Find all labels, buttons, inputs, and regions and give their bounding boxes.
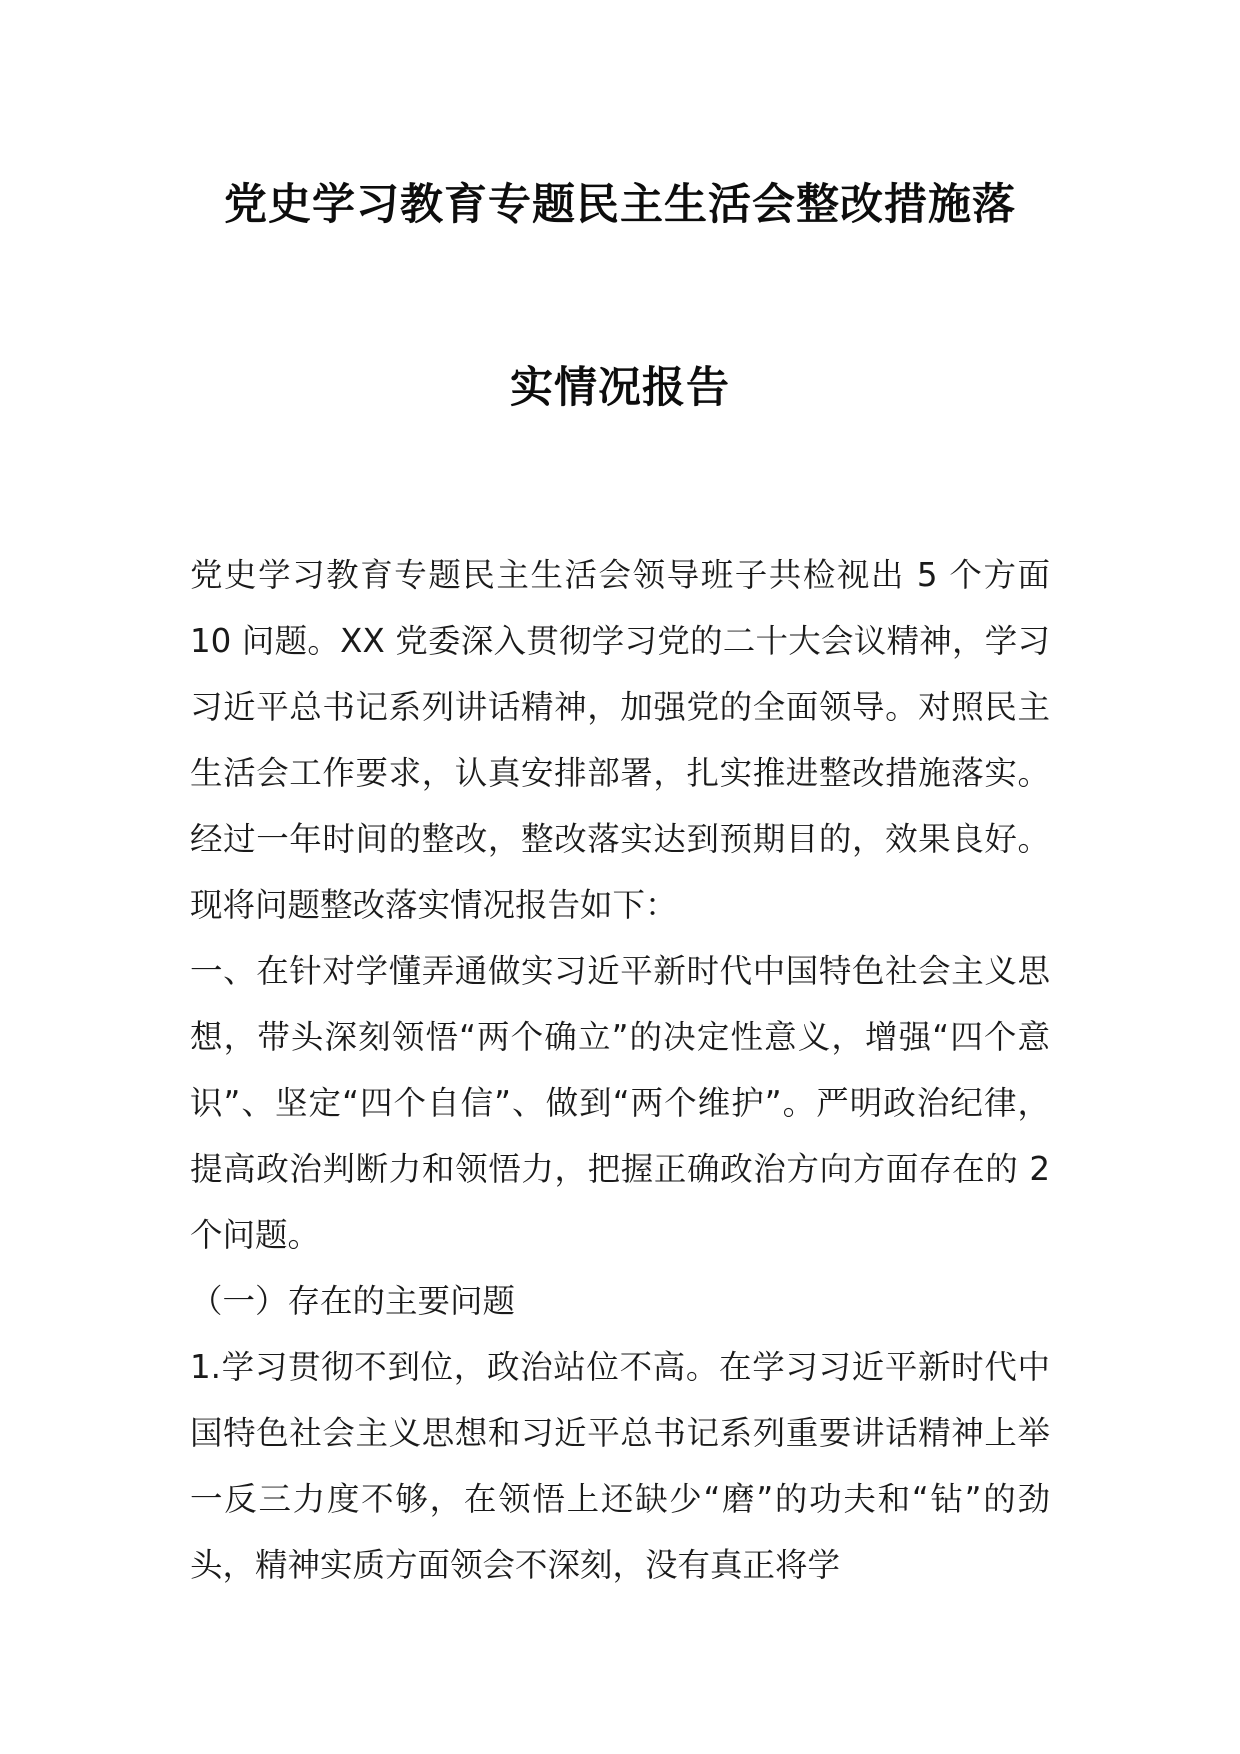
document-title-line-1: 党史学习教育专题民主生活会整改措施落 — [224, 180, 1016, 230]
problem-one-paragraph: 1.学习贯彻不到位，政治站位不高。在学习习近平新时代中国特色社会主义思想和习近平总书记系列重要讲话精神上举一反三力度不够，在领悟上还缺少“磨”的功夫和“钻”的劲头，精神实质方面领会不深刻，没有真正将学 — [190, 1348, 1050, 1584]
subsection-heading: （一）存在的主要问题 — [190, 1282, 516, 1320]
intro-paragraph: 党史学习教育专题民主生活会领导班子共检视出 5 个方面 10 问题。XX 党委深入贯彻学习党的二十大会议精神，学习习近平总书记系列讲话精神，加强党的全面领导。对照民主生活会工作要求，认真安排部署，扎实推进整改措施落实。经过一年时间的整改，整改落实达到预期目的，效果良好。现将问题整改落实情况报告如下： — [190, 556, 1050, 924]
document-title-line-2: 实情况报告 — [510, 363, 730, 413]
document-body — [190, 542, 1050, 1598]
section-one-heading-paragraph: 一、在针对学懂弄通做实习近平新时代中国特色社会主义思想，带头深刻领悟“两个确立”的决定性意义，增强“四个意识”、坚定“四个自信”、做到“两个维护”。严明政治纪律，提高政治判断力和领悟力，把握正确政治方向方面存在的 2 个问题。 — [190, 952, 1050, 1254]
